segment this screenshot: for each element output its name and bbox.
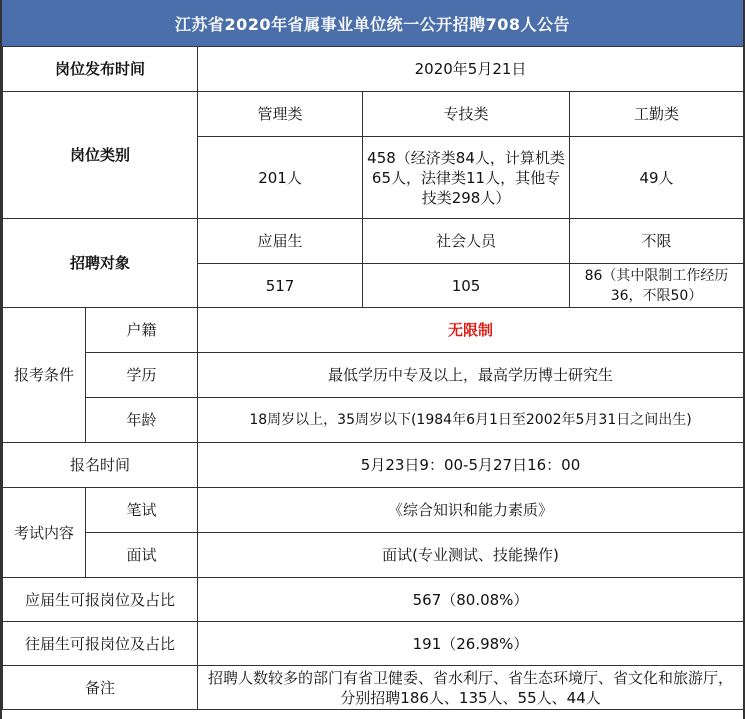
category-header: 工勤类 [570, 92, 744, 137]
publish-value: 2020年5月21日 [198, 47, 744, 92]
table-row [3, 47, 744, 92]
target-header: 不限 [570, 219, 744, 264]
condition-name: 年龄 [86, 398, 198, 443]
table-row [3, 666, 744, 710]
exam-name: 面试 [86, 533, 198, 578]
signup-value: 5月23日9：00-5月27日16：00 [198, 443, 744, 488]
category-header: 专技类 [363, 92, 570, 137]
condition-name: 户籍 [86, 308, 198, 353]
fresh-value: 567（80.08%） [198, 578, 744, 622]
page-title: 江苏省2020年省属事业单位统一公开招聘708人公告 [2, 0, 743, 46]
table-row [3, 533, 744, 578]
exam-label: 考试内容 [3, 488, 86, 578]
exam-value: 面试(专业测试、技能操作) [198, 533, 744, 578]
exam-name: 笔试 [86, 488, 198, 533]
publish-label: 岗位发布时间 [3, 47, 198, 92]
conditions-label: 报考条件 [3, 308, 86, 443]
target-value: 105 [363, 264, 570, 308]
category-label: 岗位类别 [3, 92, 198, 219]
target-value: 517 [198, 264, 363, 308]
category-value: 201人 [198, 137, 363, 219]
former-label: 往届生可报岗位及占比 [3, 622, 198, 666]
exam-value: 《综合知识和能力素质》 [198, 488, 744, 533]
table-row [3, 308, 744, 353]
category-header: 管理类 [198, 92, 363, 137]
table-row [3, 622, 744, 666]
table-row [3, 443, 744, 488]
table-row [3, 92, 744, 137]
target-header: 应届生 [198, 219, 363, 264]
category-value: 458（经济类84人，计算机类65人，法律类11人，其他专技类298人） [363, 137, 570, 219]
target-header: 社会人员 [363, 219, 570, 264]
table-row [3, 398, 744, 443]
category-value: 49人 [570, 137, 744, 219]
condition-value: 无限制 [198, 308, 744, 353]
fresh-label: 应届生可报岗位及占比 [3, 578, 198, 622]
condition-value: 18周岁以上，35周岁以下(1984年6月1日至2002年5月31日之间出生) [198, 398, 744, 443]
target-value: 86（其中限制工作经历36，不限50） [570, 264, 744, 308]
remark-value: 招聘人数较多的部门有省卫健委、省水利厅、省生态环境厅、省文化和旅游厅，分别招聘186人、135人、55人、44人 [198, 666, 744, 710]
condition-value: 最低学历中专及以上，最高学历博士研究生 [198, 353, 744, 398]
remark-label: 备注 [3, 666, 198, 710]
table-row [3, 219, 744, 264]
table-row [3, 488, 744, 533]
former-value: 191（26.98%） [198, 622, 744, 666]
signup-label: 报名时间 [3, 443, 198, 488]
condition-name: 学历 [86, 353, 198, 398]
table-row [3, 353, 744, 398]
info-table [2, 46, 744, 710]
target-label: 招聘对象 [3, 219, 198, 308]
table-row [3, 578, 744, 622]
